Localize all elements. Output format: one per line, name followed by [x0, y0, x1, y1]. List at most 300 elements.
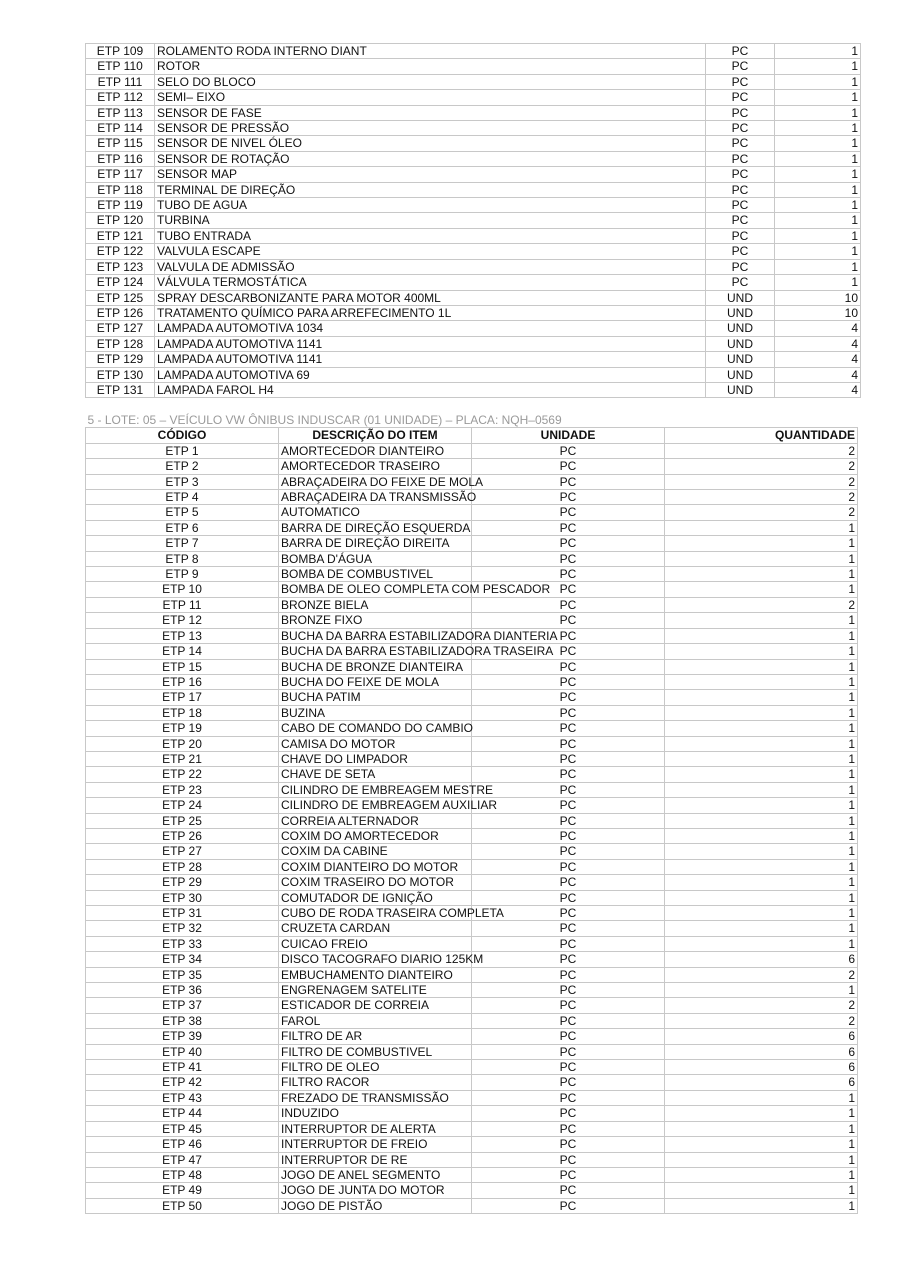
- item-quantity: 1: [665, 859, 858, 874]
- item-description: AMORTECEDOR DIANTEIRO: [279, 443, 472, 458]
- item-unit: PC: [706, 151, 775, 166]
- item-quantity: 1: [665, 628, 858, 643]
- item-code: ETP 112: [86, 90, 155, 105]
- item-unit: PC: [472, 1013, 665, 1028]
- item-unit: PC: [472, 674, 665, 689]
- item-code: ETP 21: [86, 751, 279, 766]
- item-unit: PC: [472, 751, 665, 766]
- item-unit: PC: [706, 213, 775, 228]
- table-row: [86, 828, 858, 843]
- item-unit: PC: [472, 859, 665, 874]
- table-row: [86, 182, 861, 197]
- item-quantity: 1: [775, 105, 861, 120]
- table-row: [86, 782, 858, 797]
- item-description: ABRAÇADEIRA DO FEIXE DE MOLA: [279, 474, 472, 489]
- item-unit: PC: [472, 459, 665, 474]
- item-description: COXIM DA CABINE: [279, 844, 472, 859]
- item-description: CORREIA ALTERNADOR: [279, 813, 472, 828]
- item-description: FAROL: [279, 1013, 472, 1028]
- item-quantity: 1: [775, 244, 861, 259]
- item-unit: PC: [706, 244, 775, 259]
- item-code: ETP 126: [86, 305, 155, 320]
- item-description: LAMPADA AUTOMOTIVA 1141: [155, 352, 706, 367]
- items-table-continued-body: [86, 44, 861, 398]
- item-code: ETP 48: [86, 1167, 279, 1182]
- item-description: SENSOR DE FASE: [155, 105, 706, 120]
- item-quantity: 6: [665, 1075, 858, 1090]
- item-code: ETP 5: [86, 505, 279, 520]
- item-unit: UND: [706, 367, 775, 382]
- item-quantity: 4: [775, 336, 861, 351]
- item-code: ETP 17: [86, 690, 279, 705]
- item-quantity: 1: [665, 921, 858, 936]
- table-row: [86, 520, 858, 535]
- item-unit: UND: [706, 336, 775, 351]
- item-unit: PC: [706, 275, 775, 290]
- table-row: [86, 121, 861, 136]
- item-quantity: 1: [665, 736, 858, 751]
- item-unit: PC: [472, 1060, 665, 1075]
- table-row: [86, 59, 861, 74]
- item-description: FILTRO DE COMBUSTIVEL: [279, 1044, 472, 1059]
- item-quantity: 1: [775, 198, 861, 213]
- item-quantity: 1: [665, 1106, 858, 1121]
- item-description: LAMPADA FAROL H4: [155, 382, 706, 397]
- table-row: [86, 228, 861, 243]
- table-row: [86, 305, 861, 320]
- item-code: ETP 29: [86, 875, 279, 890]
- table-row: [86, 1075, 858, 1090]
- item-quantity: 4: [775, 367, 861, 382]
- item-code: ETP 18: [86, 705, 279, 720]
- item-quantity: 1: [665, 875, 858, 890]
- item-code: ETP 115: [86, 136, 155, 151]
- item-description: TUBO ENTRADA: [155, 228, 706, 243]
- item-code: ETP 8: [86, 551, 279, 566]
- table-row: [86, 705, 858, 720]
- item-code: ETP 47: [86, 1152, 279, 1167]
- item-quantity: 1: [665, 798, 858, 813]
- item-code: ETP 119: [86, 198, 155, 213]
- item-description: CUICAO FREIO: [279, 936, 472, 951]
- item-unit: PC: [472, 659, 665, 674]
- item-code: ETP 16: [86, 674, 279, 689]
- table-row: [86, 844, 858, 859]
- table-row: [86, 105, 861, 120]
- item-description: ABRAÇADEIRA DA TRANSMISSÃO: [279, 490, 472, 505]
- table-row: [86, 167, 861, 182]
- item-quantity: 1: [775, 59, 861, 74]
- item-code: ETP 109: [86, 44, 155, 59]
- item-code: ETP 32: [86, 921, 279, 936]
- item-unit: PC: [472, 721, 665, 736]
- table-row: [86, 275, 861, 290]
- table-row: [86, 875, 858, 890]
- table-row: [86, 213, 861, 228]
- item-quantity: 1: [775, 151, 861, 166]
- item-quantity: 1: [665, 567, 858, 582]
- item-unit: PC: [472, 1090, 665, 1105]
- item-quantity: 1: [665, 890, 858, 905]
- item-unit: PC: [706, 44, 775, 59]
- item-description: AMORTECEDOR TRASEIRO: [279, 459, 472, 474]
- table-row: [86, 998, 858, 1013]
- table-row: [86, 921, 858, 936]
- item-quantity: 1: [775, 228, 861, 243]
- table-row: [86, 813, 858, 828]
- item-description: BRONZE BIELA: [279, 597, 472, 612]
- item-code: ETP 128: [86, 336, 155, 351]
- item-unit: PC: [472, 690, 665, 705]
- item-quantity: 1: [665, 813, 858, 828]
- item-unit: UND: [706, 290, 775, 305]
- item-code: ETP 1: [86, 443, 279, 458]
- item-quantity: 4: [775, 382, 861, 397]
- item-code: ETP 111: [86, 74, 155, 89]
- item-description: CILINDRO DE EMBREAGEM MESTRE: [279, 782, 472, 797]
- item-description: FILTRO DE OLEO: [279, 1060, 472, 1075]
- item-unit: PC: [472, 921, 665, 936]
- item-code: ETP 45: [86, 1121, 279, 1136]
- table-row: [86, 490, 858, 505]
- item-unit: PC: [706, 121, 775, 136]
- item-code: ETP 124: [86, 275, 155, 290]
- item-description: ROLAMENTO RODA INTERNO DIANT: [155, 44, 706, 59]
- table-row: [86, 290, 861, 305]
- table-row: [86, 382, 861, 397]
- item-unit: PC: [472, 906, 665, 921]
- table-row: [86, 367, 861, 382]
- item-code: ETP 41: [86, 1060, 279, 1075]
- item-quantity: 1: [665, 690, 858, 705]
- item-unit: PC: [706, 136, 775, 151]
- item-description: VÁLVULA TERMOSTÁTICA: [155, 275, 706, 290]
- items-table-continued: [85, 43, 861, 398]
- item-quantity: 1: [665, 721, 858, 736]
- item-quantity: 1: [665, 1137, 858, 1152]
- item-description: SENSOR MAP: [155, 167, 706, 182]
- table-row: [86, 551, 858, 566]
- item-code: ETP 24: [86, 798, 279, 813]
- item-code: ETP 127: [86, 321, 155, 336]
- item-unit: PC: [472, 474, 665, 489]
- lot-5-items-table: [85, 413, 858, 1214]
- item-unit: PC: [472, 520, 665, 535]
- item-quantity: 2: [665, 597, 858, 612]
- item-unit: PC: [472, 782, 665, 797]
- item-description: COXIM DIANTEIRO DO MOTOR: [279, 859, 472, 874]
- item-quantity: 1: [665, 936, 858, 951]
- item-unit: PC: [472, 998, 665, 1013]
- item-description: BOMBA DE OLEO COMPLETA COM PESCADOR: [279, 582, 472, 597]
- table-row: [86, 505, 858, 520]
- item-description: ENGRENAGEM SATELITE: [279, 983, 472, 998]
- table-row: [86, 952, 858, 967]
- item-code: ETP 116: [86, 151, 155, 166]
- item-description: BOMBA DE COMBUSTIVEL: [279, 567, 472, 582]
- item-unit: PC: [706, 228, 775, 243]
- item-unit: PC: [472, 613, 665, 628]
- item-unit: PC: [706, 74, 775, 89]
- item-description: BUCHA PATIM: [279, 690, 472, 705]
- item-description: ROTOR: [155, 59, 706, 74]
- item-description: CAMISA DO MOTOR: [279, 736, 472, 751]
- item-quantity: 1: [665, 659, 858, 674]
- item-unit: PC: [472, 490, 665, 505]
- table-row: [86, 352, 861, 367]
- table-row: [86, 690, 858, 705]
- header-unit: UNIDADE: [472, 428, 665, 443]
- item-unit: PC: [706, 167, 775, 182]
- item-quantity: 10: [775, 305, 861, 320]
- item-code: ETP 43: [86, 1090, 279, 1105]
- item-code: ETP 10: [86, 582, 279, 597]
- item-quantity: 1: [775, 44, 861, 59]
- item-description: CRUZETA CARDAN: [279, 921, 472, 936]
- table-row: [86, 890, 858, 905]
- item-unit: PC: [472, 967, 665, 982]
- item-unit: PC: [472, 798, 665, 813]
- item-unit: PC: [472, 1167, 665, 1182]
- item-description: DISCO TACOGRAFO DIARIO 125KM: [279, 952, 472, 967]
- item-unit: PC: [472, 582, 665, 597]
- item-quantity: 1: [665, 582, 858, 597]
- item-quantity: 2: [665, 505, 858, 520]
- table-row: [86, 443, 858, 458]
- item-code: ETP 40: [86, 1044, 279, 1059]
- item-code: ETP 13: [86, 628, 279, 643]
- table-row: [86, 536, 858, 551]
- item-unit: PC: [472, 890, 665, 905]
- item-unit: PC: [472, 1183, 665, 1198]
- header-description: DESCRIÇÃO DO ITEM: [279, 428, 472, 443]
- table-row: [86, 1152, 858, 1167]
- item-code: ETP 122: [86, 244, 155, 259]
- item-description: FILTRO DE AR: [279, 1029, 472, 1044]
- item-description: SENSOR DE ROTAÇÃO: [155, 151, 706, 166]
- item-unit: UND: [706, 382, 775, 397]
- item-quantity: 1: [775, 182, 861, 197]
- item-quantity: 1: [665, 782, 858, 797]
- item-code: ETP 130: [86, 367, 155, 382]
- item-unit: PC: [472, 1075, 665, 1090]
- item-unit: UND: [706, 352, 775, 367]
- item-code: ETP 118: [86, 182, 155, 197]
- item-code: ETP 120: [86, 213, 155, 228]
- lot-5-table-body: [86, 443, 858, 1213]
- item-unit: PC: [472, 1137, 665, 1152]
- item-code: ETP 50: [86, 1198, 279, 1213]
- item-unit: PC: [472, 597, 665, 612]
- table-row: [86, 1029, 858, 1044]
- item-unit: PC: [472, 705, 665, 720]
- item-quantity: 2: [665, 459, 858, 474]
- table-row: [86, 151, 861, 166]
- item-quantity: 1: [665, 1183, 858, 1198]
- item-description: SEMI– EIXO: [155, 90, 706, 105]
- item-quantity: 1: [665, 674, 858, 689]
- table-row: [86, 259, 861, 274]
- item-description: BUCHA DA BARRA ESTABILIZADORA DIANTERIA: [279, 628, 472, 643]
- item-quantity: 1: [775, 275, 861, 290]
- table-row: [86, 582, 858, 597]
- item-unit: PC: [472, 983, 665, 998]
- item-code: ETP 31: [86, 906, 279, 921]
- item-unit: PC: [472, 1029, 665, 1044]
- item-quantity: 6: [665, 952, 858, 967]
- item-quantity: 2: [665, 443, 858, 458]
- item-code: ETP 25: [86, 813, 279, 828]
- item-description: INTERRUPTOR DE ALERTA: [279, 1121, 472, 1136]
- item-quantity: 2: [665, 474, 858, 489]
- item-code: ETP 38: [86, 1013, 279, 1028]
- table-row: [86, 751, 858, 766]
- table-row: [86, 736, 858, 751]
- item-description: BARRA DE DIREÇÃO ESQUERDA: [279, 520, 472, 535]
- item-description: EMBUCHAMENTO DIANTEIRO: [279, 967, 472, 982]
- item-description: CABO DE COMANDO DO CAMBIO: [279, 721, 472, 736]
- item-quantity: 1: [665, 1121, 858, 1136]
- item-code: ETP 7: [86, 536, 279, 551]
- item-code: ETP 125: [86, 290, 155, 305]
- item-description: CUBO DE RODA TRASEIRA COMPLETA: [279, 906, 472, 921]
- item-quantity: 6: [665, 1029, 858, 1044]
- item-unit: UND: [706, 321, 775, 336]
- table-row: [86, 936, 858, 951]
- item-description: JOGO DE PISTÃO: [279, 1198, 472, 1213]
- item-quantity: 1: [665, 844, 858, 859]
- item-unit: PC: [472, 1121, 665, 1136]
- table-row: [86, 136, 861, 151]
- item-code: ETP 28: [86, 859, 279, 874]
- item-code: ETP 36: [86, 983, 279, 998]
- item-unit: PC: [472, 767, 665, 782]
- item-description: ESTICADOR DE CORREIA: [279, 998, 472, 1013]
- header-quantity: QUANTIDADE: [665, 428, 858, 443]
- item-unit: PC: [472, 736, 665, 751]
- table-row: [86, 613, 858, 628]
- item-quantity: 1: [775, 213, 861, 228]
- table-row: [86, 1090, 858, 1105]
- table-row: [86, 1183, 858, 1198]
- item-code: ETP 14: [86, 644, 279, 659]
- item-quantity: 2: [665, 967, 858, 982]
- item-code: ETP 12: [86, 613, 279, 628]
- table-row: [86, 659, 858, 674]
- item-code: ETP 42: [86, 1075, 279, 1090]
- table-row: [86, 1044, 858, 1059]
- item-unit: PC: [472, 551, 665, 566]
- table-row: [86, 767, 858, 782]
- item-quantity: 2: [665, 1013, 858, 1028]
- lot-5-table-head: [86, 413, 858, 443]
- item-code: ETP 114: [86, 121, 155, 136]
- item-code: ETP 23: [86, 782, 279, 797]
- item-quantity: 2: [665, 998, 858, 1013]
- item-unit: PC: [472, 536, 665, 551]
- item-unit: UND: [706, 305, 775, 320]
- item-description: BUCHA DO FEIXE DE MOLA: [279, 674, 472, 689]
- item-quantity: 1: [665, 906, 858, 921]
- table-row: [86, 1167, 858, 1182]
- item-description: INDUZIDO: [279, 1106, 472, 1121]
- item-quantity: 1: [775, 74, 861, 89]
- table-row: [86, 1013, 858, 1028]
- item-quantity: 1: [775, 90, 861, 105]
- item-code: ETP 33: [86, 936, 279, 951]
- table-row: [86, 1198, 858, 1213]
- item-quantity: 1: [665, 536, 858, 551]
- item-quantity: 1: [665, 520, 858, 535]
- table-row: [86, 459, 858, 474]
- item-description: LAMPADA AUTOMOTIVA 1141: [155, 336, 706, 351]
- table-row: [86, 644, 858, 659]
- table-row: [86, 567, 858, 582]
- item-code: ETP 123: [86, 259, 155, 274]
- item-code: ETP 39: [86, 1029, 279, 1044]
- item-quantity: 1: [665, 1167, 858, 1182]
- item-code: ETP 20: [86, 736, 279, 751]
- item-description: COXIM DO AMORTECEDOR: [279, 828, 472, 843]
- item-description: COXIM TRASEIRO DO MOTOR: [279, 875, 472, 890]
- item-unit: PC: [472, 443, 665, 458]
- item-quantity: 10: [775, 290, 861, 305]
- item-code: ETP 19: [86, 721, 279, 736]
- item-unit: PC: [472, 567, 665, 582]
- item-description: TERMINAL DE DIREÇÃO: [155, 182, 706, 197]
- item-unit: PC: [706, 198, 775, 213]
- table-row: [86, 244, 861, 259]
- table-row: [86, 906, 858, 921]
- item-code: ETP 27: [86, 844, 279, 859]
- item-quantity: 1: [775, 136, 861, 151]
- item-code: ETP 131: [86, 382, 155, 397]
- item-quantity: 1: [665, 613, 858, 628]
- item-code: ETP 35: [86, 967, 279, 982]
- lot-title-row: [86, 413, 858, 428]
- item-code: ETP 37: [86, 998, 279, 1013]
- item-quantity: 6: [665, 1060, 858, 1075]
- item-unit: PC: [472, 644, 665, 659]
- item-description: VALVULA DE ADMISSÃO: [155, 259, 706, 274]
- item-description: BUCHA DA BARRA ESTABILIZADORA TRASEIRA: [279, 644, 472, 659]
- item-code: ETP 2: [86, 459, 279, 474]
- item-unit: PC: [472, 844, 665, 859]
- item-quantity: 2: [665, 490, 858, 505]
- item-description: BRONZE FIXO: [279, 613, 472, 628]
- item-description: SELO DO BLOCO: [155, 74, 706, 89]
- item-description: SPRAY DESCARBONIZANTE PARA MOTOR 400ML: [155, 290, 706, 305]
- table-row: [86, 44, 861, 59]
- item-code: ETP 15: [86, 659, 279, 674]
- item-unit: PC: [472, 936, 665, 951]
- item-description: COMUTADOR DE IGNIÇÃO: [279, 890, 472, 905]
- item-code: ETP 113: [86, 105, 155, 120]
- item-code: ETP 121: [86, 228, 155, 243]
- item-unit: PC: [706, 59, 775, 74]
- item-description: TURBINA: [155, 213, 706, 228]
- item-description: VALVULA ESCAPE: [155, 244, 706, 259]
- table-row: [86, 474, 858, 489]
- item-code: ETP 9: [86, 567, 279, 582]
- item-code: ETP 3: [86, 474, 279, 489]
- item-unit: PC: [472, 1044, 665, 1059]
- item-unit: PC: [706, 90, 775, 105]
- item-quantity: 4: [775, 321, 861, 336]
- item-code: ETP 11: [86, 597, 279, 612]
- table-row: [86, 90, 861, 105]
- item-description: JOGO DE ANEL SEGMENTO: [279, 1167, 472, 1182]
